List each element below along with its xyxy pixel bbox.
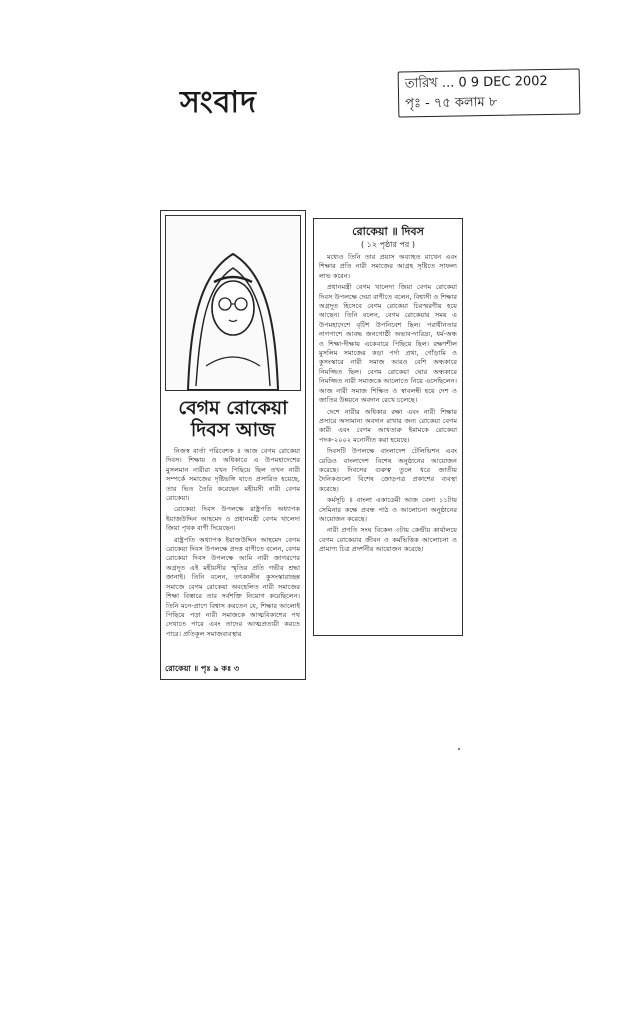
- paragraph: কর্মসূচি ॥ বাংলা একাডেমী আজ বেলা ১১টায় সেমিনার কক্ষে প্রবন্ধ পাঠ ও আলোচনা অনুষ্ঠানের আয়োজন করেছে।: [319, 496, 457, 523]
- headline-line-2: দিবস আজ: [190, 419, 276, 441]
- portrait-illustration: [166, 216, 300, 390]
- paragraph: নিজস্ব বার্তা পরিবেশক ॥ আজ বেগম রোকেয়া দিবস। শিক্ষায় ও অধিকারে এ উপমহাদেশের মুসলমান নারীরা যখন পিছিয়ে ছিল তখন নারী সম্পর্কে সমাজের দৃষ্টিভঙ্গি যাতে প্রসারিত হয়েছে, তার ভিত তৈরি করেছেন মহীয়সী নারী বেগম রোকেয়া।: [166, 447, 300, 503]
- stamp-page-line: পৃঃ - ৭৫ কলাম ৮: [405, 94, 498, 112]
- portrait-image: [165, 215, 301, 391]
- continuation-title: রোকেয়া ॥ দিবস: [352, 225, 424, 238]
- continuation-note: রোকেয়া ॥ পৃঃ ৯ কঃ ৩: [165, 664, 240, 673]
- stamp-date-line: তারিখ ... 0 9 DEC 2002: [404, 73, 548, 92]
- paragraph: রোকেয়া দিবস উপলক্ষে রাষ্ট্রপতি অধ্যাপক ইয়াজউদ্দিন আহমেদ ও প্রধানমন্ত্রী বেগম খালেদা জিয়া পৃথক বাণী দিয়েছেন।: [166, 505, 300, 533]
- newspaper-masthead: সংবাদ: [180, 85, 257, 120]
- paragraph: প্রধানমন্ত্রী বেগম খালেদা জিয়া বেগম রোকেয়া দিবস উপলক্ষে দেয়া বাণীতে বলেন, বিশ্বাসী ও শিক্ষার অগ্রদূত হিসেবে বেগম রোকেয়া চিরস্মরণীয় হয়ে আছেন। তিনি বলেন, বেগম রোকেয়ার সময় এ উপমহাদেশে বৃটিশ উপনিবেশ ছিল। পরাধীনতার নাগপাশে আবদ্ধ জনগোষ্ঠী অভাব-দারিদ্র্য, ধর্ম-অন্ধ ও শিক্ষা-দীক্ষায় একেবারে পিছিয়ে ছিল। রক্ষণশীল মুসলিম সমাজের কড়া পর্দা প্রথা, গোঁড়ামি ও কুসংস্কারে নারী সমাজ আরও বেশি অন্ধকারে নিমজ্জিত ছিল। বেগম রোকেয়া ঘোর অন্ধকারে নিমজ্জিত নারী সমাজকে আলোতে নিয়ে এসেছিলেন। আজ নারী সমাজ শিক্ষিত ও স্বাবলম্বী হয়ে দেশ ও জাতির উন্নয়নে অবদান রেখে চলেছে।: [319, 283, 457, 405]
- scan-speck: [458, 748, 460, 750]
- continuation-subtitle: ( ১২ পৃষ্ঠার পর ): [360, 240, 415, 249]
- headline: [165, 397, 301, 441]
- paragraph: রাষ্ট্রপতি অধ্যাপক ইয়াজউদ্দিন আহমেদ বেগম রোকেয়া দিবস উপলক্ষে প্রদত্ত বাণীতে বলেন, বেগম রোকেয়া দিবস উপলক্ষে আমি নারী জাগরণের অগ্রদূত এই মহীয়সীর স্মৃতির প্রতি গভীর শ্রদ্ধা জানাই। তিনি বলেন, তৎকালীন কুসংস্কারাচ্ছন্ন সমাজে বেগম রোকেয়া অবহেলিত নারী সমাজের শিক্ষা বিস্তারে তার সর্বশক্তি নিয়োগ করেছিলেন। তিনি মনে-প্রাণে বিশ্বাস করতেন যে, শিক্ষার আলোই পিছিয়ে পড়া নারী সমাজকে আত্মবিকাশের পথ দেখাতে পারে এবং তাদের আত্মপ্রত্যয়ী করতে পারে। প্রতিকূল সমাজব্যবস্থার: [166, 535, 300, 638]
- clipping-left: [160, 210, 306, 680]
- headline-line-1: বেগম রোকেয়া: [178, 397, 288, 419]
- paragraph: নারী প্রগতি সংঘ বিকেল ৩টায় কেন্দ্রীয় কার্যালয়ে বেগম রোকেয়ার জীবন ও কর্মভিত্তিক আলোচনা ও প্রামাণ্য চিত্র প্রদর্শনীর আয়োজন করেছে।: [319, 526, 457, 554]
- paragraph: মধ্যেও তিনি তার প্রয়াস অব্যাহত রাখেন এবং শিক্ষার প্রতি নারী সমাজের আগ্রহ সৃষ্টিতে সাফল্য লাভ করেন।: [319, 253, 457, 280]
- paragraph: দেশে নারীর অধিকার রক্ষা এবং নারী শিক্ষার প্রসারে অসামান্য অবদান রাখার জন্য রোকেয়া বেগম কারী এবং বেগম আখতারু ইমামকে রোকেয়া পদক-২০০২ মনোনীত করা হয়েছে।: [319, 407, 457, 444]
- paragraph: দিবসটি উপলক্ষে বাংলাদেশ টেলিভিশন এবং রেডিও বাংলাদেশ বিশেষ অনুষ্ঠানের আয়োজন করেছে। দিবসের গুরুত্ব তুলে ধরে জাতীয় দৈনিকগুলো বিশেষ ক্রোড়পত্র প্রকাশের ব্যবস্থা করেছে।: [319, 447, 457, 493]
- article-body-left: [166, 447, 300, 661]
- archive-stamp: [398, 68, 581, 117]
- clipping-right: [313, 218, 463, 636]
- article-body-right: [319, 253, 457, 629]
